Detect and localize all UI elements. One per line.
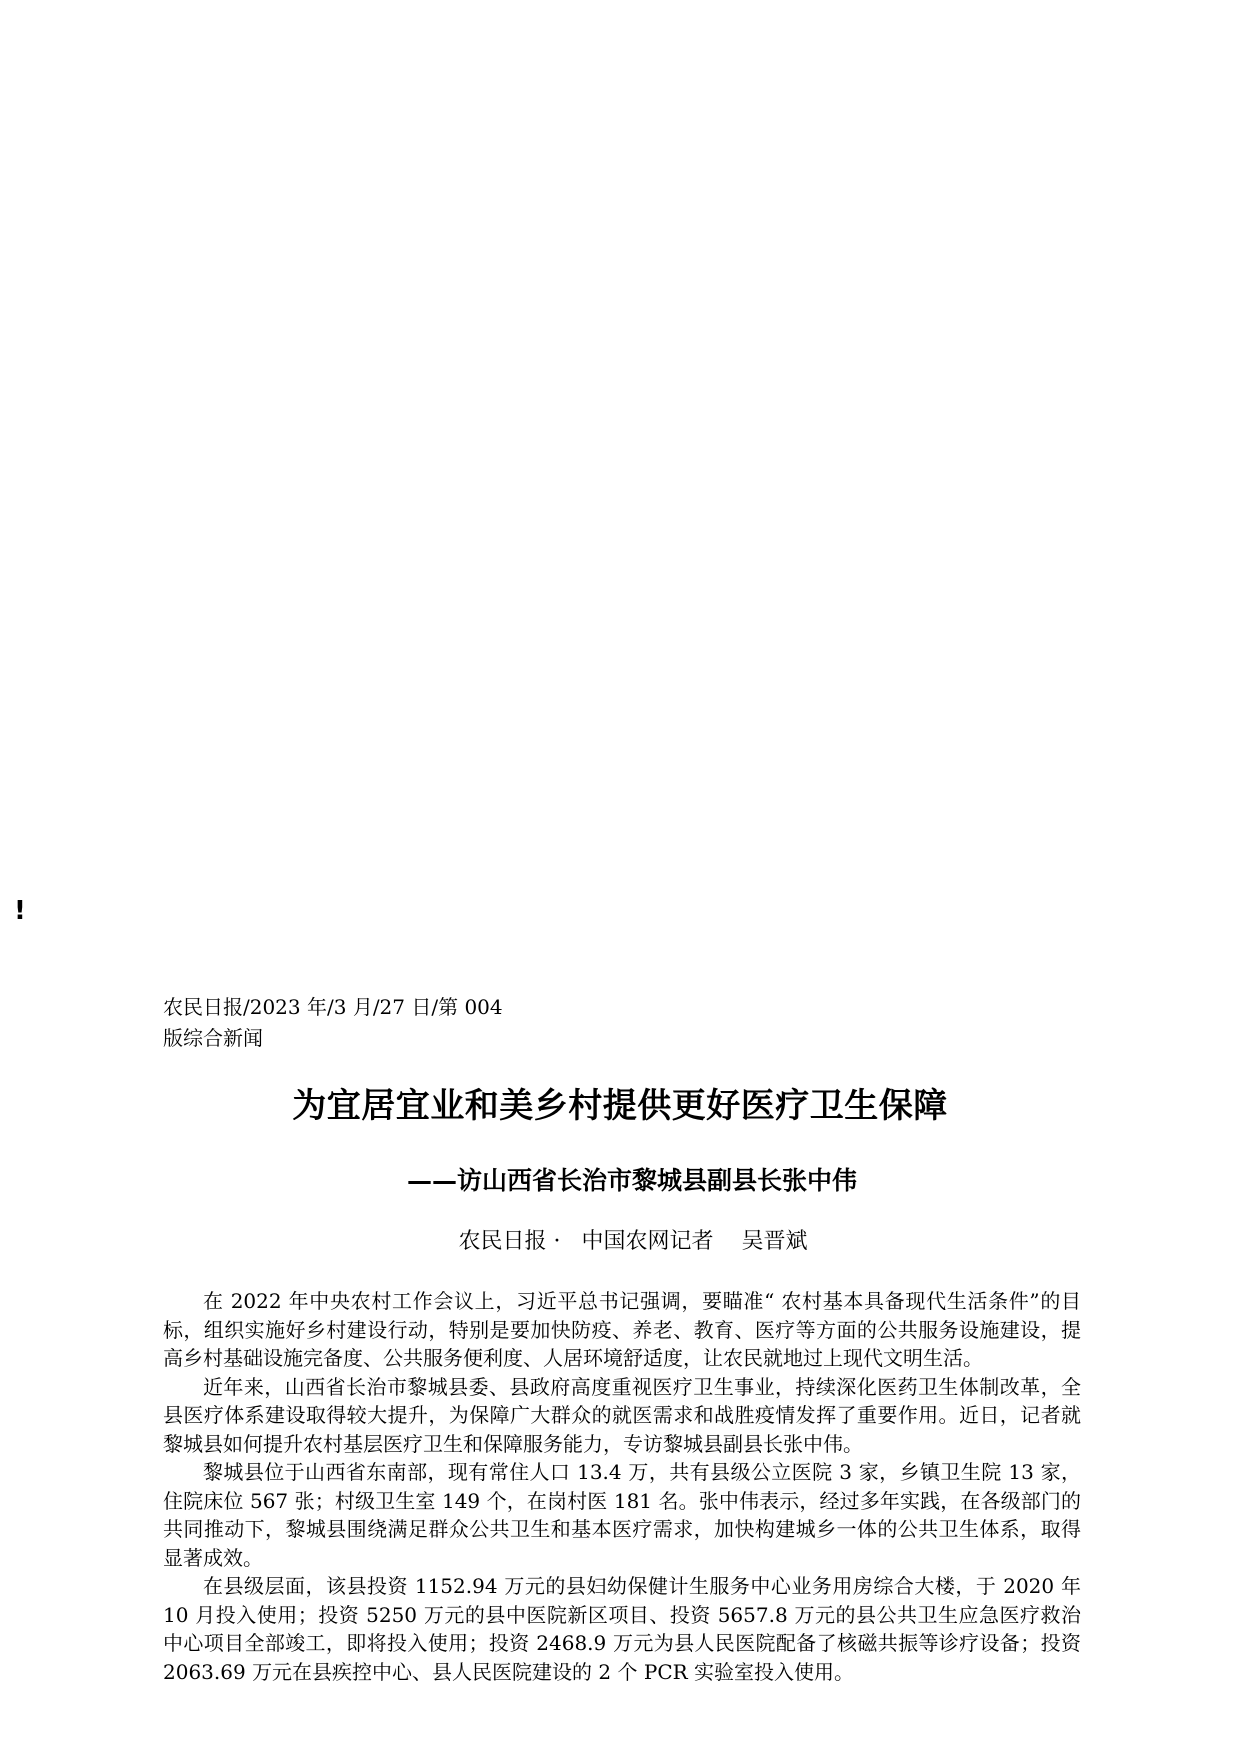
source-line-2: 版综合新闻 [163, 1026, 263, 1050]
byline: 农民日报 · 中国农网记者 吴晋斌 [458, 1229, 808, 1254]
article-subtitle: ——访山西省长治市黎城县副县长张中伟 [406, 1166, 857, 1195]
exclamation-mark: ! [14, 896, 26, 926]
source-line-1: 农民日报/2023 年/3 月/27 日/第 004 [163, 995, 503, 1019]
article-title: 为宜居宜业和美乡村提供更好医疗卫生保障 [292, 1086, 948, 1126]
source-line [163, 992, 563, 1054]
paragraph: 近年来，山西省长治市黎城县委、县政府高度重视医疗卫生事业，持续深化医药卫生体制改革，全县医疗体系建设取得较大提升，为保障广大群众的就医需求和战胜疫情发挥了重要作用。近日，记者就黎城县如何提升农村基层医疗卫生和保障服务能力，专访黎城县副县长张中伟。 [163, 1374, 1081, 1456]
paragraph: 黎城县位于山西省东南部，现有常住人口 13.4 万，共有县级公立医院 3 家，乡镇卫生院 13 家，住院床位 567 张；村级卫生室 149 个，在岗村医 181 名。张中伟表示，经过多年实践，在各级部门的共同推动下，黎城县围绕满足群众公共卫生和基本医疗需求，加快构建城乡一体的公共卫生体系，取得显著成效。 [163, 1460, 1081, 1570]
paragraph: 在 2022 年中央农村工作会议上，习近平总书记强调，要瞄准“ 农村基本具备现代生活条件”的目标，组织实施好乡村建设行动，特别是要加快防疫、养老、教育、医疗等方面的公共服务设施建设，提高乡村基础设施完备度、公共服务便利度、人居环境舒适度，让农民就地过上现代文明生活。 [163, 1289, 1081, 1370]
paragraph: 在县级层面，该县投资 1152.94 万元的县妇幼保健计生服务中心业务用房综合大楼，于 2020 年 10 月投入使用；投资 5250 万元的县中医院新区项目、投资 5657.8 万元的县公共卫生应急医疗救治中心项目全部竣工，即将投入使用；投资 2468.9 万元为县人民医院配备了核磁共振等诊疗设备；投资 2063.69 万元在县疾控中心、县人民医院建设的 2 个 PCR 实验室投入使用。 [163, 1574, 1081, 1684]
article-body [163, 1287, 1081, 1686]
